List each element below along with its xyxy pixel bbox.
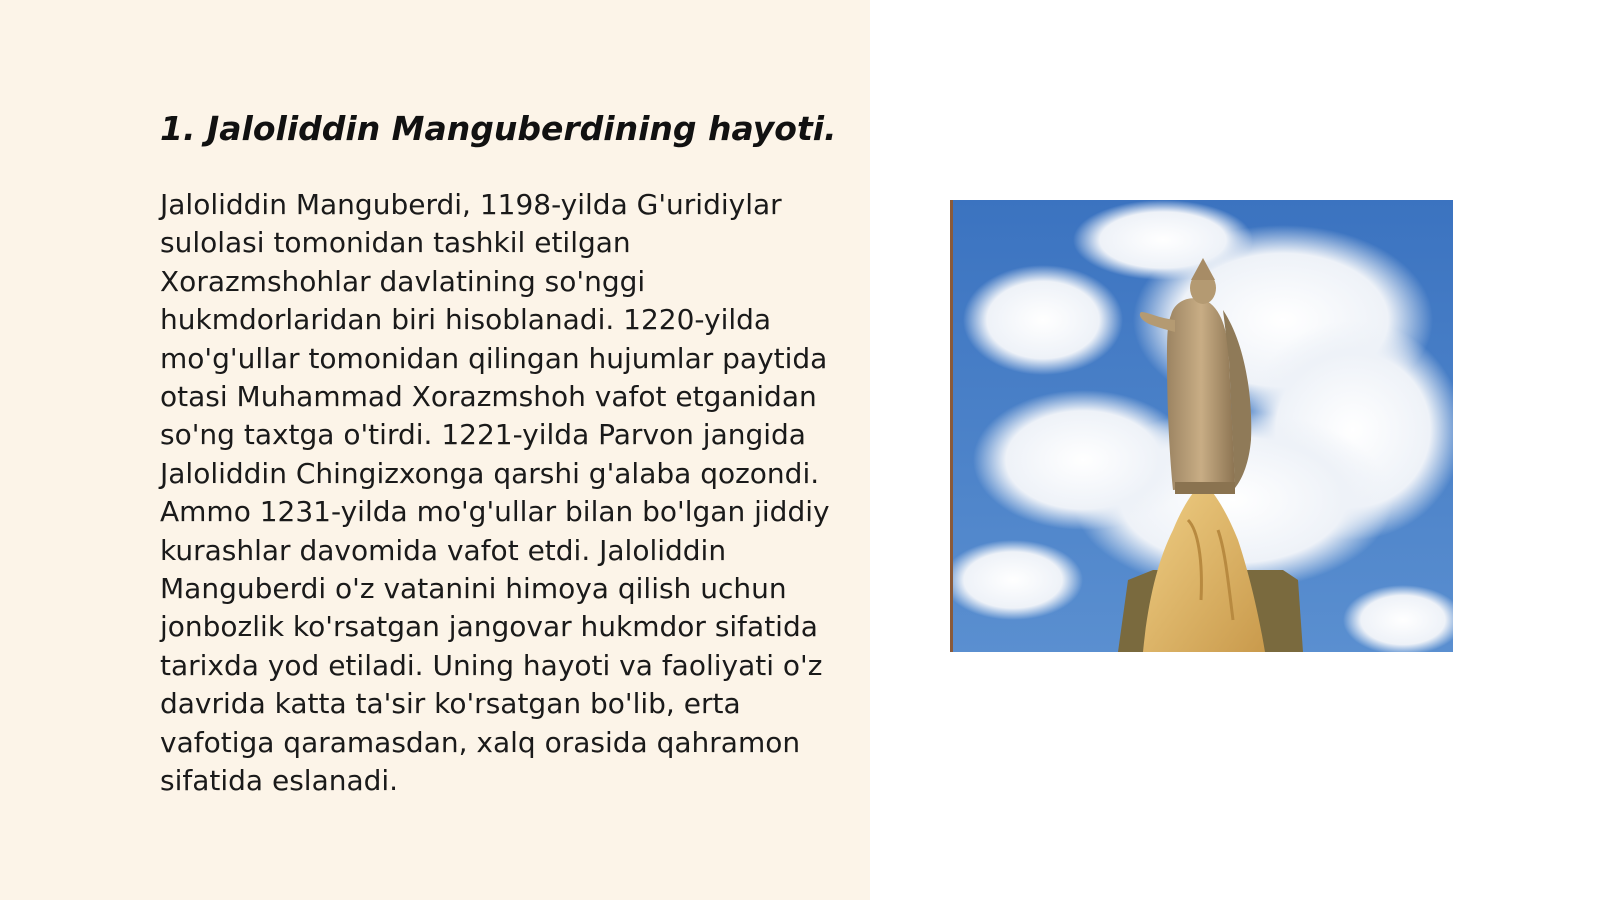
statue-illustration [953,200,1453,652]
statue-photo [950,200,1453,652]
slide-body-text: Jaloliddin Manguberdi, 1198-yilda G'uridiylar sulolasi tomonidan tashkil etilgan Xorazmshohlar davlatining so'nggi hukmdorlaridan biri hisoblanadi. 1220-yilda mo'g'ullar tomonidan qilingan hujumlar paytida otasi Muhammad Xorazmshoh vafot etganidan so'ng taxtga o'tirdi. 1221-yilda Parvon jangida Jaloliddin Chingizxonga qarshi g'alaba qozondi. Ammo 1231-yilda mo'g'ullar bilan bo'lgan jiddiy kurashlar davomida vafot etdi. Jaloliddin Manguberdi o'z vatanini himoya qilish uchun jonbozlik ko'rsatgan jangovar hukmdor sifatida tarixda yod etiladi. Uning hayoti va faoliyati o'z davrida katta ta'sir ko'rsatgan bo'lib, erta vafotiga qaramasdan, xalq orasida qahramon sifatida eslanadi. [160,188,830,798]
slide-title: 1. Jaloliddin Manguberdining hayoti. [160,109,837,148]
